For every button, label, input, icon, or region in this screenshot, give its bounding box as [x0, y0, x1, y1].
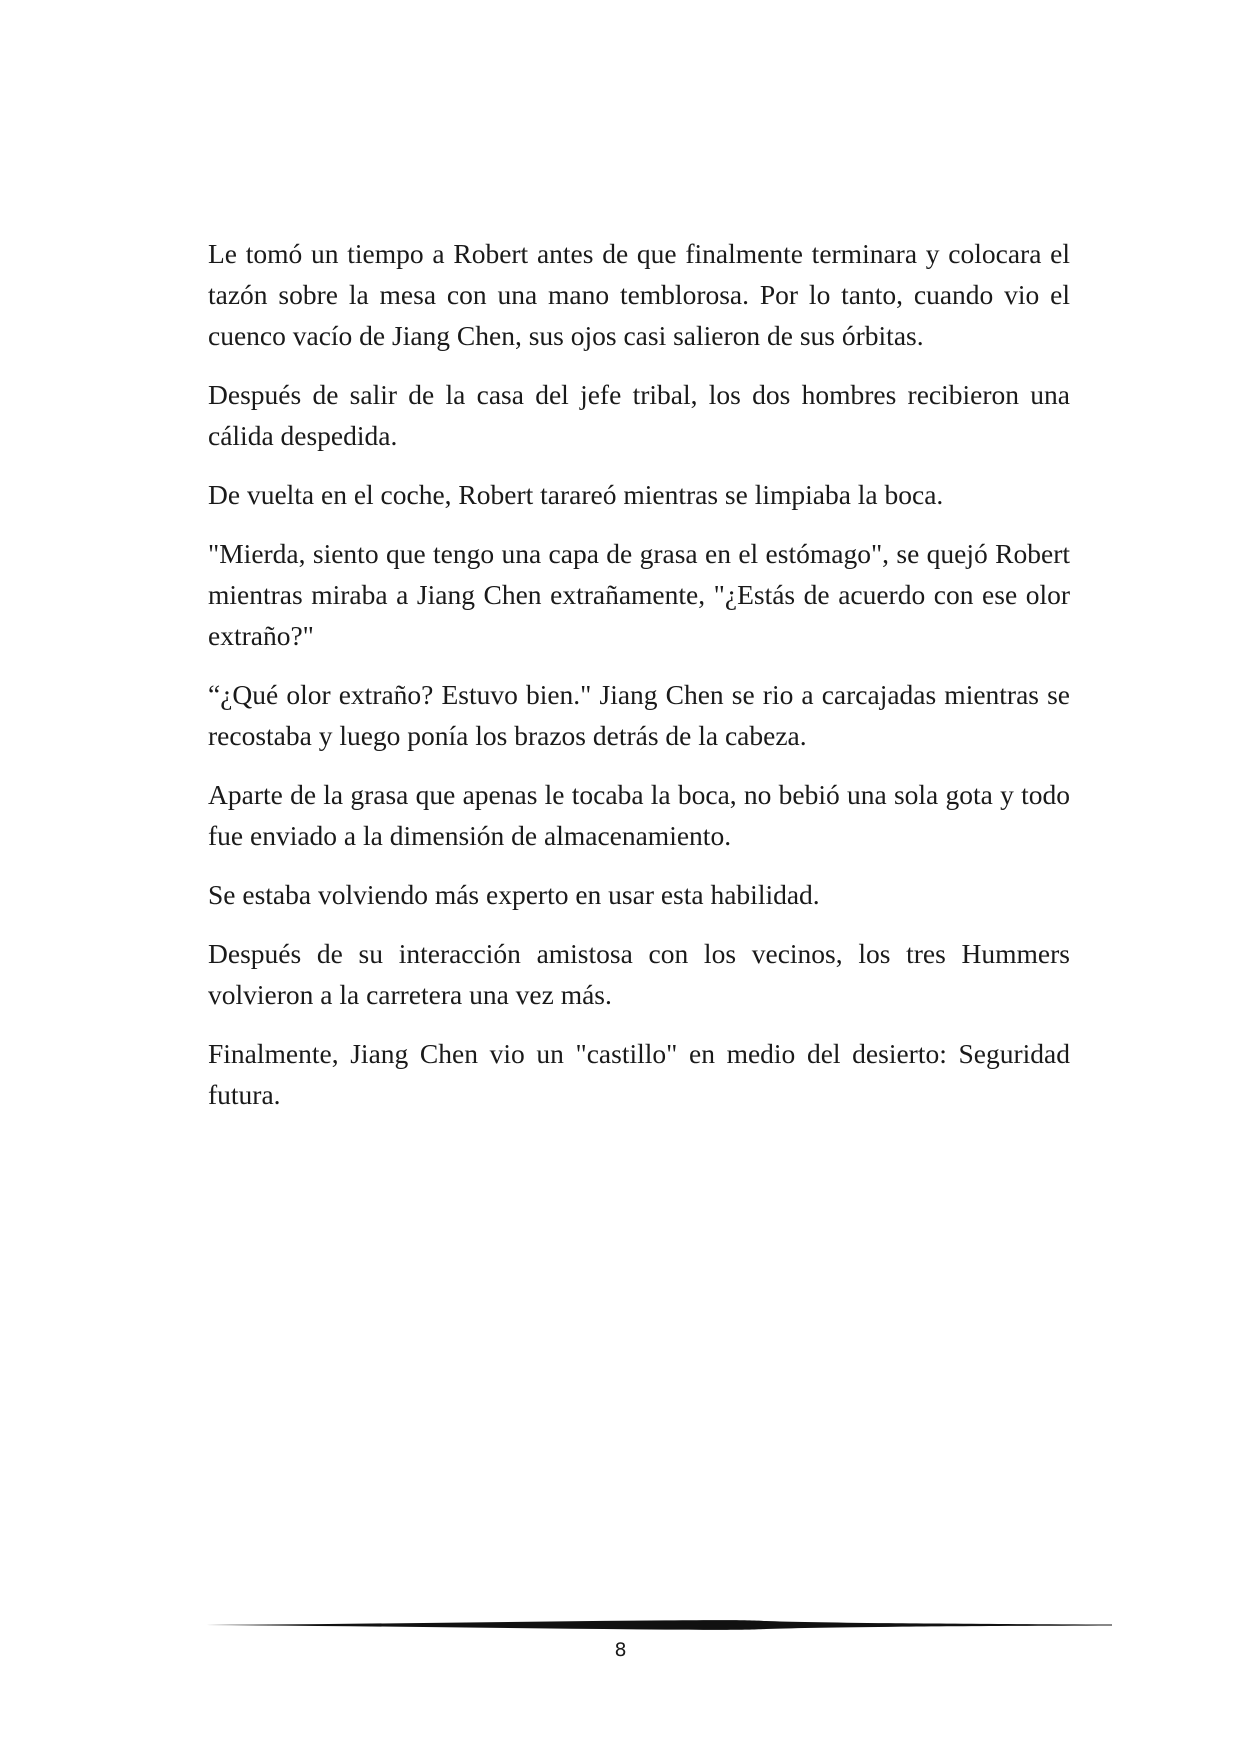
body-text [208, 233, 1070, 1133]
paragraph: Aparte de la grasa que apenas le tocaba la boca, no bebió una sola gota y todo fue enviado a la dimensión de almacenamiento. [208, 779, 1070, 851]
paragraph: Le tomó un tiempo a Robert antes de que finalmente terminara y colocara el tazón sobre la mesa con una mano temblorosa. Por lo tanto, cuando vio el cuenco vacío de Jiang Chen, sus ojos casi salieron de sus órbitas. [208, 238, 1070, 351]
paragraph: De vuelta en el coche, Robert tarareó mientras se limpiaba la boca. [208, 479, 944, 510]
page-number: 8 [614, 1639, 627, 1661]
paragraph: Se estaba volviendo más experto en usar esta habilidad. [208, 879, 820, 910]
paragraph: “¿Qué olor extraño? Estuvo bien." Jiang Chen se rio a carcajadas mientras se recostaba y luego ponía los brazos detrás de la cabeza. [208, 679, 1070, 751]
paragraph: Finalmente, Jiang Chen vio un "castillo" en medio del desierto: Seguridad futura. [208, 1038, 1070, 1110]
paragraph: Después de su interacción amistosa con los vecinos, los tres Hummers volvieron a la carretera una vez más. [208, 938, 1070, 1010]
paragraph: Después de salir de la casa del jefe tribal, los dos hombres recibieron una cálida despedida. [208, 379, 1070, 451]
footer-divider [206, 1617, 1112, 1633]
paragraph: "Mierda, siento que tengo una capa de grasa en el estómago", se quejó Robert mientras miraba a Jiang Chen extrañamente, "¿Estás de acuerdo con ese olor extraño?" [208, 538, 1070, 651]
